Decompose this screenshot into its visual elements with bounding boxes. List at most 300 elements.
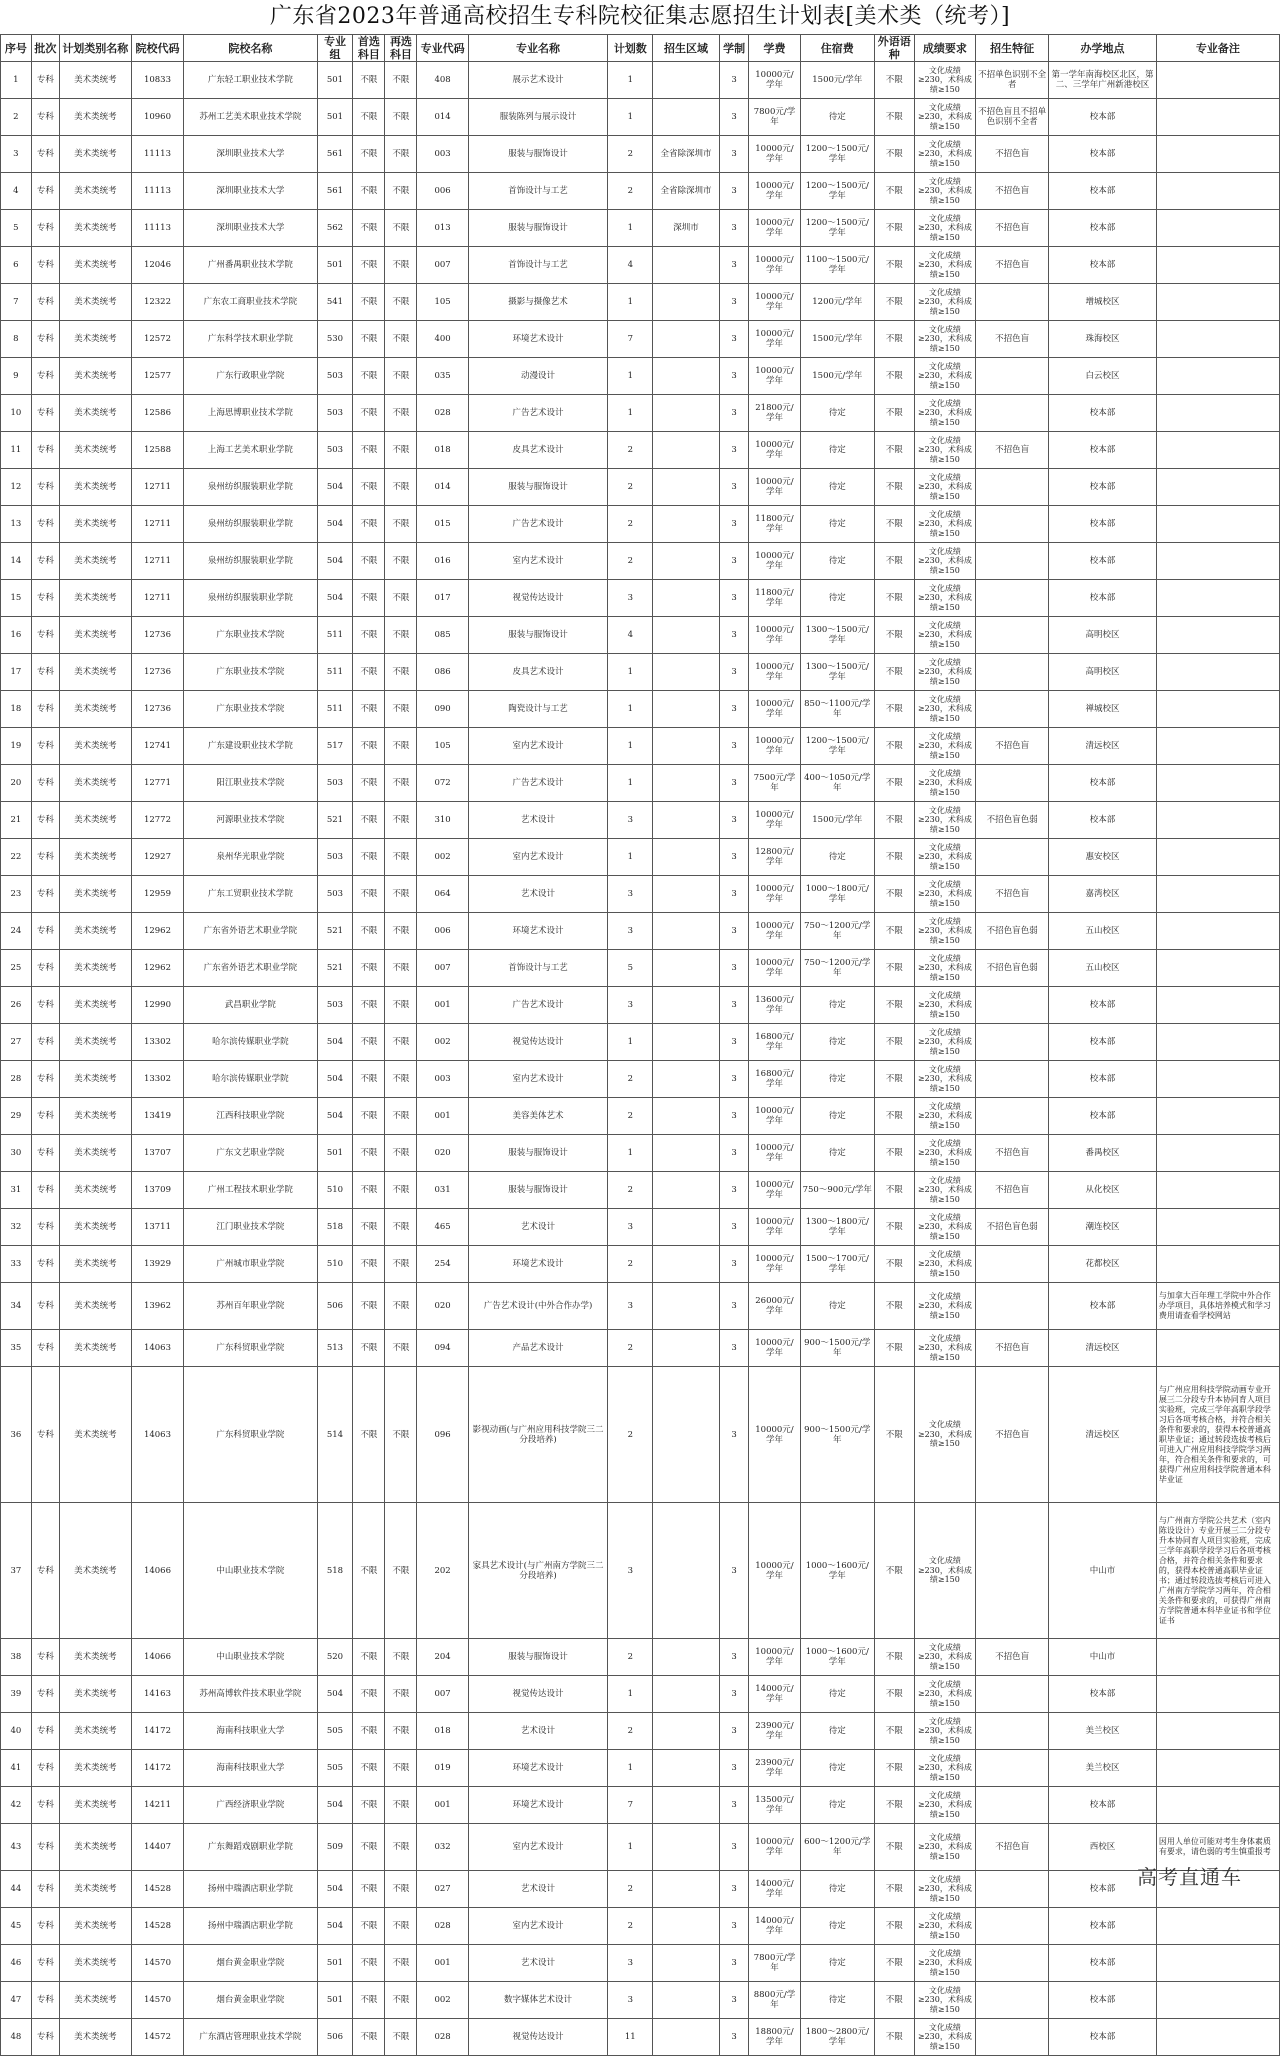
table-cell: 美术类统考: [59, 321, 131, 358]
table-cell: 校本部: [1049, 432, 1157, 469]
table-cell: 待定: [800, 839, 874, 876]
table-cell: 广东农工商职业技术学院: [184, 284, 317, 321]
table-cell: 待定: [800, 580, 874, 617]
table-cell: [976, 1098, 1049, 1135]
table-cell: 不招色盲: [976, 1330, 1049, 1367]
table-cell: 美术类统考: [59, 1824, 131, 1871]
table-cell: 陶瓷设计与工艺: [468, 691, 608, 728]
table-cell: 不限: [385, 1945, 417, 1982]
table-cell: 12588: [131, 432, 184, 469]
table-cell: 美术类统考: [59, 1713, 131, 1750]
table-cell: 清远校区: [1049, 1330, 1157, 1367]
table-cell: [976, 617, 1049, 654]
table-cell: 3: [608, 580, 653, 617]
table-cell: 3: [719, 173, 748, 210]
table-cell: 501: [317, 1135, 353, 1172]
table-cell: [1156, 1172, 1279, 1209]
table-cell: 3: [608, 802, 653, 839]
table-row: [1, 802, 1280, 839]
table-cell: 不限: [385, 1283, 417, 1330]
table-cell: 首饰设计与工艺: [468, 950, 608, 987]
table-cell: 美术类统考: [59, 876, 131, 913]
table-cell: 不招色盲: [976, 210, 1049, 247]
table-cell: 016: [417, 543, 468, 580]
table-cell: 服装与服饰设计: [468, 136, 608, 173]
table-row: [1, 2019, 1280, 2056]
table-cell: 美术类统考: [59, 839, 131, 876]
table-cell: 511: [317, 617, 353, 654]
table-cell: 不招色盲: [976, 173, 1049, 210]
table-cell: 2: [608, 1639, 653, 1676]
table-cell: 33: [1, 1246, 32, 1283]
table-cell: 美术类统考: [59, 1024, 131, 1061]
table-row: [1, 913, 1280, 950]
table-cell: 与加拿大百年理工学院中外合作办学项目，具体培养模式和学习费用请查看学校网站: [1156, 1283, 1279, 1330]
table-cell: [976, 1676, 1049, 1713]
table-cell: 上海思博职业技术学院: [184, 395, 317, 432]
table-cell: [653, 395, 720, 432]
table-cell: 高明校区: [1049, 654, 1157, 691]
table-cell: 校本部: [1049, 173, 1157, 210]
table-cell: 环境艺术设计: [468, 1787, 608, 1824]
table-cell: [976, 469, 1049, 506]
table-cell: [653, 432, 720, 469]
table-cell: 不限: [353, 99, 385, 136]
table-cell: 文化成绩≥230，术科成绩≥150: [914, 284, 976, 321]
table-cell: 不限: [385, 1824, 417, 1871]
table-row: [1, 1061, 1280, 1098]
table-cell: 5: [1, 210, 32, 247]
table-cell: 1: [608, 765, 653, 802]
table-row: [1, 1503, 1280, 1639]
table-cell: 专科: [31, 395, 59, 432]
table-cell: 12572: [131, 321, 184, 358]
table-cell: 视觉传达设计: [468, 2019, 608, 2056]
table-cell: 11800元/学年: [749, 506, 800, 543]
table-cell: 不限: [874, 395, 914, 432]
table-cell: 家具艺术设计(与广州南方学院三二分段培养): [468, 1503, 608, 1639]
table-cell: 美术类统考: [59, 1098, 131, 1135]
table-cell: 2: [1, 99, 32, 136]
table-cell: 文化成绩≥230，术科成绩≥150: [914, 1209, 976, 1246]
table-cell: 3: [719, 358, 748, 395]
table-cell: 562: [317, 210, 353, 247]
table-cell: 24: [1, 913, 32, 950]
table-cell: 文化成绩≥230，术科成绩≥150: [914, 913, 976, 950]
table-cell: 哈尔滨传媒职业学院: [184, 1061, 317, 1098]
table-cell: 扬州中瑞酒店职业学院: [184, 1871, 317, 1908]
table-cell: 不限: [385, 1135, 417, 1172]
table-cell: 1200元/学年: [800, 284, 874, 321]
table-cell: 美术类统考: [59, 1871, 131, 1908]
table-cell: 美术类统考: [59, 1061, 131, 1098]
column-header: 计划数: [608, 35, 653, 62]
table-cell: 广东文艺职业学院: [184, 1135, 317, 1172]
table-cell: [976, 358, 1049, 395]
table-cell: 21: [1, 802, 32, 839]
table-cell: 3: [719, 395, 748, 432]
table-cell: 不招色盲: [976, 1172, 1049, 1209]
table-header-row: [1, 35, 1280, 62]
table-cell: [1156, 1908, 1279, 1945]
table-cell: 1: [608, 1824, 653, 1871]
page-title: 广东省2023年普通高校招生专科院校征集志愿招生计划表[美术类（统考）]: [269, 4, 1011, 29]
table-cell: 美术类统考: [59, 247, 131, 284]
table-cell: 待定: [800, 987, 874, 1024]
table-cell: 3: [719, 1098, 748, 1135]
table-cell: 河源职业技术学院: [184, 802, 317, 839]
table-cell: 校本部: [1049, 543, 1157, 580]
column-header: 再选科目: [385, 35, 417, 62]
table-cell: 环境艺术设计: [468, 913, 608, 950]
table-row: [1, 210, 1280, 247]
table-cell: 美术类统考: [59, 1945, 131, 1982]
table-cell: 26000元/学年: [749, 1283, 800, 1330]
table-cell: 不限: [874, 1945, 914, 1982]
table-cell: 不限: [353, 506, 385, 543]
table-cell: 美术类统考: [59, 1367, 131, 1503]
table-cell: 514: [317, 1367, 353, 1503]
table-cell: 3: [719, 728, 748, 765]
table-cell: 不限: [385, 173, 417, 210]
table-cell: 42: [1, 1787, 32, 1824]
table-cell: [1156, 173, 1279, 210]
table-cell: 嘉湾校区: [1049, 876, 1157, 913]
watermark-text: 高考直通车: [1137, 1865, 1242, 1889]
table-cell: 不限: [353, 765, 385, 802]
table-cell: 不招色盲: [976, 728, 1049, 765]
table-cell: 25: [1, 950, 32, 987]
table-cell: 苏州百年职业学院: [184, 1283, 317, 1330]
table-cell: 不限: [353, 1945, 385, 1982]
table-cell: 3: [719, 617, 748, 654]
table-cell: 1: [608, 1135, 653, 1172]
table-cell: 3: [719, 1246, 748, 1283]
table-cell: 不限: [385, 1098, 417, 1135]
column-header: 办学地点: [1049, 35, 1157, 62]
table-cell: 校本部: [1049, 580, 1157, 617]
table-cell: 408: [417, 62, 468, 99]
table-cell: 014: [417, 99, 468, 136]
table-cell: 不限: [385, 210, 417, 247]
table-row: [1, 1787, 1280, 1824]
table-cell: 文化成绩≥230，术科成绩≥150: [914, 62, 976, 99]
table-cell: 505: [317, 1750, 353, 1787]
table-cell: [653, 1367, 720, 1503]
table-cell: 1800～2800元/学年: [800, 2019, 874, 2056]
table-row: [1, 1330, 1280, 1367]
table-cell: [653, 1503, 720, 1639]
table-cell: 不限: [385, 765, 417, 802]
table-cell: 007: [417, 247, 468, 284]
table-cell: 不限: [353, 469, 385, 506]
table-cell: 待定: [800, 1135, 874, 1172]
table-cell: 不限: [353, 987, 385, 1024]
table-cell: [976, 284, 1049, 321]
table-cell: 不限: [874, 247, 914, 284]
table-cell: 019: [417, 1750, 468, 1787]
table-cell: 不限: [385, 839, 417, 876]
table-cell: 不限: [385, 691, 417, 728]
table-cell: 2: [608, 1330, 653, 1367]
table-cell: 广告艺术设计: [468, 506, 608, 543]
table-cell: 6: [1, 247, 32, 284]
table-row: [1, 1098, 1280, 1135]
table-cell: 090: [417, 691, 468, 728]
table-cell: 从化校区: [1049, 1172, 1157, 1209]
table-cell: 541: [317, 284, 353, 321]
table-cell: [653, 1945, 720, 1982]
table-cell: 3: [719, 1982, 748, 2019]
table-cell: 不招色盲且不招单色识别不全者: [976, 99, 1049, 136]
table-cell: 不限: [353, 358, 385, 395]
table-cell: 10000元/学年: [749, 1172, 800, 1209]
table-cell: 12322: [131, 284, 184, 321]
table-cell: [1156, 358, 1279, 395]
table-cell: 520: [317, 1639, 353, 1676]
table-cell: 苏州高博软件技术职业学院: [184, 1676, 317, 1713]
table-cell: 不限: [385, 2019, 417, 2056]
table-cell: [976, 2019, 1049, 2056]
table-cell: [653, 1871, 720, 1908]
table-cell: 文化成绩≥230，术科成绩≥150: [914, 247, 976, 284]
table-cell: 10000元/学年: [749, 321, 800, 358]
table-cell: [1156, 1246, 1279, 1283]
table-cell: 3: [719, 1330, 748, 1367]
table-cell: 027: [417, 1871, 468, 1908]
table-cell: 不限: [874, 1787, 914, 1824]
table-cell: 服装与服饰设计: [468, 1639, 608, 1676]
table-cell: 中山职业技术学院: [184, 1503, 317, 1639]
table-cell: 1: [608, 728, 653, 765]
table-cell: 校本部: [1049, 1283, 1157, 1330]
table-cell: 10000元/学年: [749, 1824, 800, 1871]
table-cell: 待定: [800, 1871, 874, 1908]
table-cell: 白云校区: [1049, 358, 1157, 395]
table-cell: 校本部: [1049, 1024, 1157, 1061]
table-cell: 不限: [874, 1982, 914, 2019]
table-cell: [1156, 395, 1279, 432]
table-cell: 广东酒店管理职业技术学院: [184, 2019, 317, 2056]
table-cell: 1: [608, 210, 653, 247]
table-cell: 不限: [353, 654, 385, 691]
table-cell: [1156, 506, 1279, 543]
table-cell: 310: [417, 802, 468, 839]
table-cell: 14572: [131, 2019, 184, 2056]
table-cell: 504: [317, 1787, 353, 1824]
table-cell: 21800元/学年: [749, 395, 800, 432]
table-cell: 19: [1, 728, 32, 765]
table-cell: 031: [417, 1172, 468, 1209]
table-cell: 不限: [874, 1330, 914, 1367]
table-cell: 14066: [131, 1503, 184, 1639]
table-cell: 001: [417, 1945, 468, 1982]
table-cell: [653, 1330, 720, 1367]
table-cell: 3: [719, 654, 748, 691]
table-cell: 不招色盲: [976, 247, 1049, 284]
table-cell: 潮连校区: [1049, 1209, 1157, 1246]
table-cell: [976, 1750, 1049, 1787]
table-cell: 不限: [874, 1639, 914, 1676]
table-cell: 503: [317, 395, 353, 432]
table-cell: 1: [608, 358, 653, 395]
table-cell: 3: [719, 247, 748, 284]
table-cell: 文化成绩≥230，术科成绩≥150: [914, 987, 976, 1024]
table-cell: 数字媒体艺术设计: [468, 1982, 608, 2019]
table-cell: 12959: [131, 876, 184, 913]
table-cell: 29: [1, 1098, 32, 1135]
table-cell: 不限: [385, 284, 417, 321]
table-cell: 085: [417, 617, 468, 654]
table-cell: [1156, 950, 1279, 987]
table-cell: 美术类统考: [59, 1982, 131, 2019]
table-cell: 27: [1, 1024, 32, 1061]
table-cell: 专科: [31, 1172, 59, 1209]
table-row: [1, 1172, 1280, 1209]
table-cell: 1500元/学年: [800, 802, 874, 839]
table-cell: 16800元/学年: [749, 1024, 800, 1061]
table-cell: 13419: [131, 1098, 184, 1135]
table-cell: 专科: [31, 136, 59, 173]
table-cell: 不限: [385, 1209, 417, 1246]
table-cell: 惠安校区: [1049, 839, 1157, 876]
table-cell: 校本部: [1049, 99, 1157, 136]
table-cell: 专科: [31, 284, 59, 321]
table-cell: 中山职业技术学院: [184, 1639, 317, 1676]
table-cell: 510: [317, 1172, 353, 1209]
table-cell: 3: [608, 1945, 653, 1982]
table-cell: [653, 1750, 720, 1787]
table-cell: 美术类统考: [59, 1787, 131, 1824]
table-cell: 专科: [31, 1713, 59, 1750]
table-cell: 不限: [874, 136, 914, 173]
table-cell: 阳江职业技术学院: [184, 765, 317, 802]
table-cell: 3: [1, 136, 32, 173]
table-cell: 14000元/学年: [749, 1908, 800, 1945]
table-cell: 室内艺术设计: [468, 1908, 608, 1945]
table-cell: 1000～1600元/学年: [800, 1639, 874, 1676]
table-cell: 不限: [874, 987, 914, 1024]
table-row: [1, 62, 1280, 99]
table-cell: 首饰设计与工艺: [468, 173, 608, 210]
table-cell: [653, 1639, 720, 1676]
table-cell: 2: [608, 173, 653, 210]
table-row: [1, 728, 1280, 765]
table-cell: 动漫设计: [468, 358, 608, 395]
table-cell: 海南科技职业大学: [184, 1750, 317, 1787]
table-row: [1, 432, 1280, 469]
table-cell: 美术类统考: [59, 432, 131, 469]
table-cell: 1: [608, 839, 653, 876]
column-header: 住宿费: [800, 35, 874, 62]
table-row: [1, 136, 1280, 173]
table-cell: 3: [719, 506, 748, 543]
table-cell: [653, 321, 720, 358]
table-cell: 1300～1800元/学年: [800, 1209, 874, 1246]
table-cell: [976, 506, 1049, 543]
table-cell: 504: [317, 543, 353, 580]
table-cell: 600～1200元/学年: [800, 1824, 874, 1871]
table-cell: 12741: [131, 728, 184, 765]
table-cell: 3: [719, 1639, 748, 1676]
table-cell: [1156, 284, 1279, 321]
table-cell: 12962: [131, 913, 184, 950]
table-cell: 202: [417, 1503, 468, 1639]
table-cell: 美术类统考: [59, 543, 131, 580]
table-cell: 文化成绩≥230，术科成绩≥150: [914, 728, 976, 765]
table-row: [1, 950, 1280, 987]
table-cell: 不限: [353, 802, 385, 839]
table-cell: 待定: [800, 1750, 874, 1787]
table-cell: 不限: [385, 913, 417, 950]
table-cell: 美兰校区: [1049, 1750, 1157, 1787]
table-cell: 文化成绩≥230，术科成绩≥150: [914, 543, 976, 580]
table-cell: 室内艺术设计: [468, 1061, 608, 1098]
table-row: [1, 839, 1280, 876]
table-row: [1, 1246, 1280, 1283]
table-cell: 不限: [385, 543, 417, 580]
table-cell: 17: [1, 654, 32, 691]
table-cell: 7500元/学年: [749, 765, 800, 802]
table-cell: 艺术设计: [468, 1945, 608, 1982]
table-cell: 不限: [353, 136, 385, 173]
table-cell: 504: [317, 506, 353, 543]
table-cell: 校本部: [1049, 765, 1157, 802]
table-cell: 511: [317, 654, 353, 691]
table-cell: 不限: [874, 1824, 914, 1871]
table-cell: 室内艺术设计: [468, 1824, 608, 1871]
table-cell: 028: [417, 395, 468, 432]
table-cell: 专科: [31, 1945, 59, 1982]
table-cell: 不限: [353, 2019, 385, 2056]
table-cell: 1500元/学年: [800, 358, 874, 395]
table-cell: 7: [1, 284, 32, 321]
table-cell: 017: [417, 580, 468, 617]
table-cell: 广西经济职业学院: [184, 1787, 317, 1824]
table-cell: 12711: [131, 543, 184, 580]
table-cell: 503: [317, 765, 353, 802]
table-cell: [653, 1209, 720, 1246]
table-cell: 美术类统考: [59, 654, 131, 691]
table-cell: 3: [719, 1713, 748, 1750]
table-cell: 文化成绩≥230，术科成绩≥150: [914, 617, 976, 654]
table-cell: 环境艺术设计: [468, 1246, 608, 1283]
table-cell: 广州工程技术职业学院: [184, 1172, 317, 1209]
table-cell: [1156, 321, 1279, 358]
table-cell: 不限: [874, 1172, 914, 1209]
table-cell: 503: [317, 987, 353, 1024]
table-cell: [976, 765, 1049, 802]
column-header: 专业组: [317, 35, 353, 62]
table-cell: 3: [608, 987, 653, 1024]
table-cell: 14528: [131, 1871, 184, 1908]
table-cell: 专科: [31, 580, 59, 617]
table-row: [1, 1209, 1280, 1246]
table-cell: [1156, 1945, 1279, 1982]
table-cell: 广东省外语艺术职业学院: [184, 950, 317, 987]
table-row: [1, 617, 1280, 654]
table-cell: 校本部: [1049, 1676, 1157, 1713]
column-header: 招生区域: [653, 35, 720, 62]
table-cell: 不限: [874, 506, 914, 543]
table-cell: 不限: [874, 1503, 914, 1639]
table-row: [1, 506, 1280, 543]
table-cell: 23900元/学年: [749, 1713, 800, 1750]
table-cell: 072: [417, 765, 468, 802]
table-body: [1, 62, 1280, 2056]
table-cell: 12800元/学年: [749, 839, 800, 876]
table-cell: 文化成绩≥230，术科成绩≥150: [914, 654, 976, 691]
